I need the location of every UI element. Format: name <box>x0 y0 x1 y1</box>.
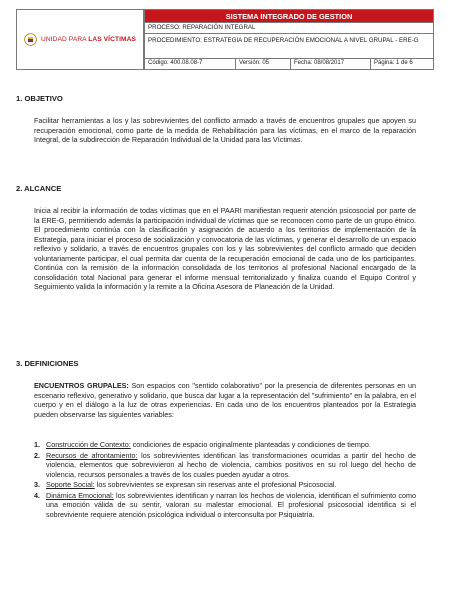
document-header <box>16 9 434 72</box>
list-item <box>34 480 416 490</box>
list-item-text: Soporte Social: los sobrevivientes se expresan sin reservas ante el profesional Psicosocial. <box>46 480 337 489</box>
list-item-term: Soporte Social: <box>46 480 95 489</box>
document-metadata-row <box>144 59 434 70</box>
process-label: PROCESO: REPARACIÓN INTEGRAL <box>144 23 434 34</box>
list-item-number: 1. <box>34 440 40 449</box>
section-heading-alcance: 2. ALCANCE <box>16 184 62 193</box>
section-heading-definiciones: 3. DEFINICIONES <box>16 359 79 368</box>
document-code: Código: 400.08.08-7 <box>145 59 236 69</box>
logo-cell <box>16 9 144 70</box>
list-item-term: Construcción de Contexto: <box>46 440 131 449</box>
list-item-text: Construcción de Contexto: condiciones de espacio originalmente planteadas y condiciones de tiempo. <box>46 440 371 449</box>
procedure-label: PROCEDIMIENTO: ESTRATEGIA DE RECUPERACIÓN EMOCIONAL A NIVEL GRUPAL - ERE-G <box>144 34 434 59</box>
alcance-text: Inicia al recibir la información de todas víctimas que en el PAARI manifiestan requerir atención psicosocial por parte de la ERE-G, permitiendo además la participación individual de víctimas que se reconocen como parte de un grupo étnico. El procedimiento continúa con la clasificación y asignación de acuerdo a los territorios de implementación de la Estrategia, para iniciar el proceso de socialización y convocatoria de las víctimas, y generar el desarrollo de un espacio reflexivo y solidario, a través de encuentros grupales con los y las sobrevivientes del conflicto armado que deciden voluntariamente participar, el cual permita dar cuenta de la recuperación emocional de cada uno de los participantes. Continúa con la remisión de la información consolidada de los territorios al profesional Nacional encargado de la consolidación total Nacional para generar el informe mensual territorializado y finaliza cuando el Equipo Control y Seguimiento valida la información y la remite a la Oficina Asesora de Planeación de la Unidad. <box>34 206 416 291</box>
list-item-term: Recursos de afrontamiento: <box>46 450 138 460</box>
list-item-text: Dinámica Emocional: los sobrevivientes identifican y narran los hechos de violencia, identifican el sufrimiento como una emoción válida de su sentir, valoran su malestar emocional. El profesional psicosocial identifica si el sobreviviente requiere atención psicológica individual o interconsulta por Psiquiatría. <box>46 490 416 519</box>
list-item-number: 3. <box>34 480 40 489</box>
document-date: Fecha: 08/08/2017 <box>291 59 371 69</box>
page-number: Página: 1 de 6 <box>374 60 413 66</box>
list-item-number: 4. <box>34 490 40 500</box>
document-version: Versión: 05 <box>236 59 291 69</box>
list-item-number: 2. <box>34 450 40 460</box>
term-encuentros-grupales: ENCUENTROS GRUPALES: <box>34 381 129 390</box>
objetivo-text: Facilitar herramientas a los y las sobrevivientes del conflicto armado a través de encuentros grupales que apoyen su recuperación emocional, como parte de la medida de Rehabilitación para las víctimas, en el marco de la reparación Integral, de la subdirección de Reparación Individual de la Unidad para las Víctimas. <box>34 116 416 144</box>
list-item <box>34 451 416 480</box>
definiciones-text <box>34 381 416 419</box>
system-title: SISTEMA INTEGRADO DE GESTION <box>144 9 434 23</box>
unidad-victimas-logo <box>24 33 136 46</box>
section-heading-objetivo: 1. OBJETIVO <box>16 94 63 103</box>
variables-list <box>34 440 416 520</box>
colombia-seal-icon <box>24 33 37 46</box>
list-item-term: Dinámica Emocional: <box>46 490 114 500</box>
list-item-text: Recursos de afrontamiento: los sobrevivientes identifican las transformaciones ocurridas a partir del hecho de violencia, elementos que sobrevivieron al hecho de violencia, cambios positivos en su rol luego del hecho de violencia, recursos personales a través de los cuales pueden ayudar a otros. <box>46 450 416 479</box>
list-item <box>34 491 416 520</box>
definition-encuentros-grupales: Son espacios con "sentido colaborativo" por la presencia de diferentes personas en un escenario reflexivo, generativo y solidario, que busca dar lugar a la representación del "sufrimiento" en la palabra, en el cuerpo y en el diálogo a la luz de otras experiencias. En cada uno de los encuentros planteados por la Estrategia pueden observarse las siguientes variables: <box>34 381 416 419</box>
list-item <box>34 440 416 450</box>
logo-text: UNIDAD PARA LAS VÍCTIMAS <box>41 36 136 43</box>
